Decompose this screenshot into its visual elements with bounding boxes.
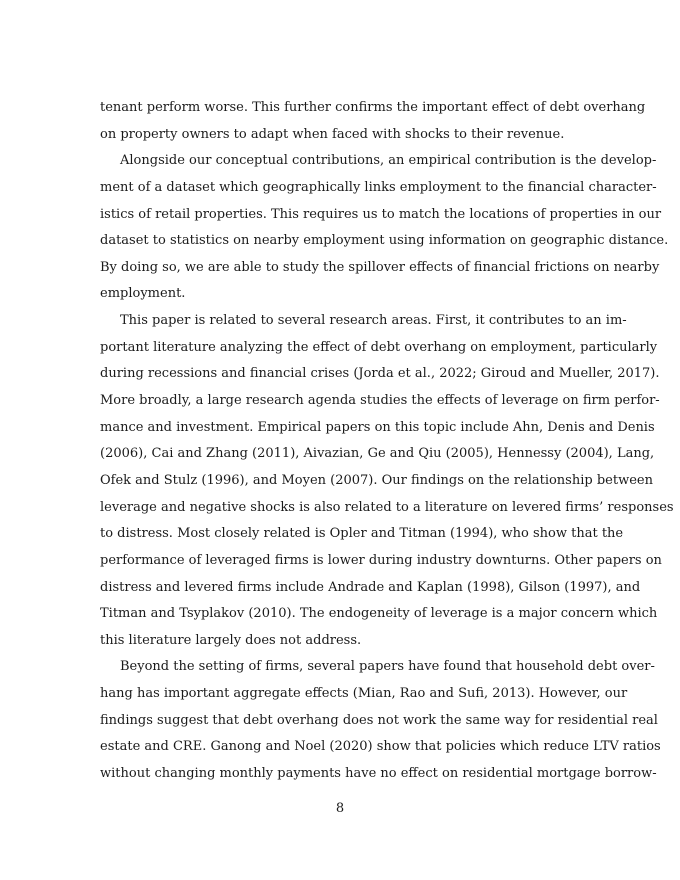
text-line: findings suggest that debt overhang does not work the same way for residential real bbox=[100, 712, 658, 728]
text-line: mance and investment. Empirical papers on this topic include Ahn, Denis and Denis bbox=[100, 419, 655, 435]
text-line: This paper is related to several research areas. First, it contributes to an im- bbox=[120, 313, 627, 329]
text-line: employment. bbox=[100, 286, 186, 302]
text-line: on property owners to adapt when faced with shocks to their revenue. bbox=[100, 126, 565, 142]
paragraph bbox=[100, 654, 661, 787]
text-line: performance of leveraged firms is lower during industry downturns. Other papers on bbox=[100, 552, 662, 568]
text-line: hang has important aggregate effects (Mian, Rao and Sufi, 2013). However, our bbox=[100, 686, 628, 702]
text-line: leverage and negative shocks is also related to a literature on levered firms’ responses bbox=[100, 499, 674, 515]
text-line: this literature largely does not address. bbox=[100, 632, 362, 648]
text-line: istics of retail properties. This requires us to match the locations of properties in our bbox=[100, 206, 662, 222]
text-line: More broadly, a large research agenda studies the effects of leverage on firm perfor- bbox=[100, 393, 660, 409]
text-line: portant literature analyzing the effect of debt overhang on employment, particularly bbox=[100, 339, 658, 355]
body-text bbox=[100, 95, 674, 788]
text-line: without changing monthly payments have no effect on residential mortgage borrow- bbox=[100, 766, 657, 782]
text-line: Ofek and Stulz (1996), and Moyen (2007). Our findings on the relationship between bbox=[100, 472, 653, 488]
text-line: By doing so, we are able to study the spillover effects of financial frictions on nearby bbox=[100, 259, 660, 275]
text-line: during recessions and financial crises (Jorda et al., 2022; Giroud and Mueller, 2017). bbox=[100, 366, 660, 382]
text-line: Beyond the setting of firms, several papers have found that household debt over- bbox=[120, 659, 655, 675]
text-line: (2006), Cai and Zhang (2011), Aivazian, Ge and Qiu (2005), Hennessy (2004), Lang, bbox=[100, 446, 655, 462]
paragraph bbox=[100, 95, 646, 148]
text-line: Titman and Tsyplakov (2010). The endogeneity of leverage is a major concern which bbox=[100, 606, 658, 622]
text-line: estate and CRE. Ganong and Noel (2020) show that policies which reduce LTV ratios bbox=[100, 739, 661, 755]
text-line: dataset to statistics on nearby employment using information on geographic distance. bbox=[100, 233, 669, 249]
page-number: 8 bbox=[335, 801, 345, 816]
paragraph bbox=[100, 148, 669, 308]
text-line: tenant perform worse. This further confirms the important effect of debt overhang bbox=[100, 100, 646, 115]
text-line: Alongside our conceptual contributions, an empirical contribution is the develop- bbox=[120, 153, 657, 169]
text-line: ment of a dataset which geographically links employment to the financial character- bbox=[100, 179, 657, 195]
text-line: to distress. Most closely related is Opler and Titman (1994), who show that the bbox=[100, 526, 624, 542]
paragraph bbox=[100, 308, 674, 654]
text-line: distress and levered firms include Andrade and Kaplan (1998), Gilson (1997), and bbox=[100, 579, 641, 595]
